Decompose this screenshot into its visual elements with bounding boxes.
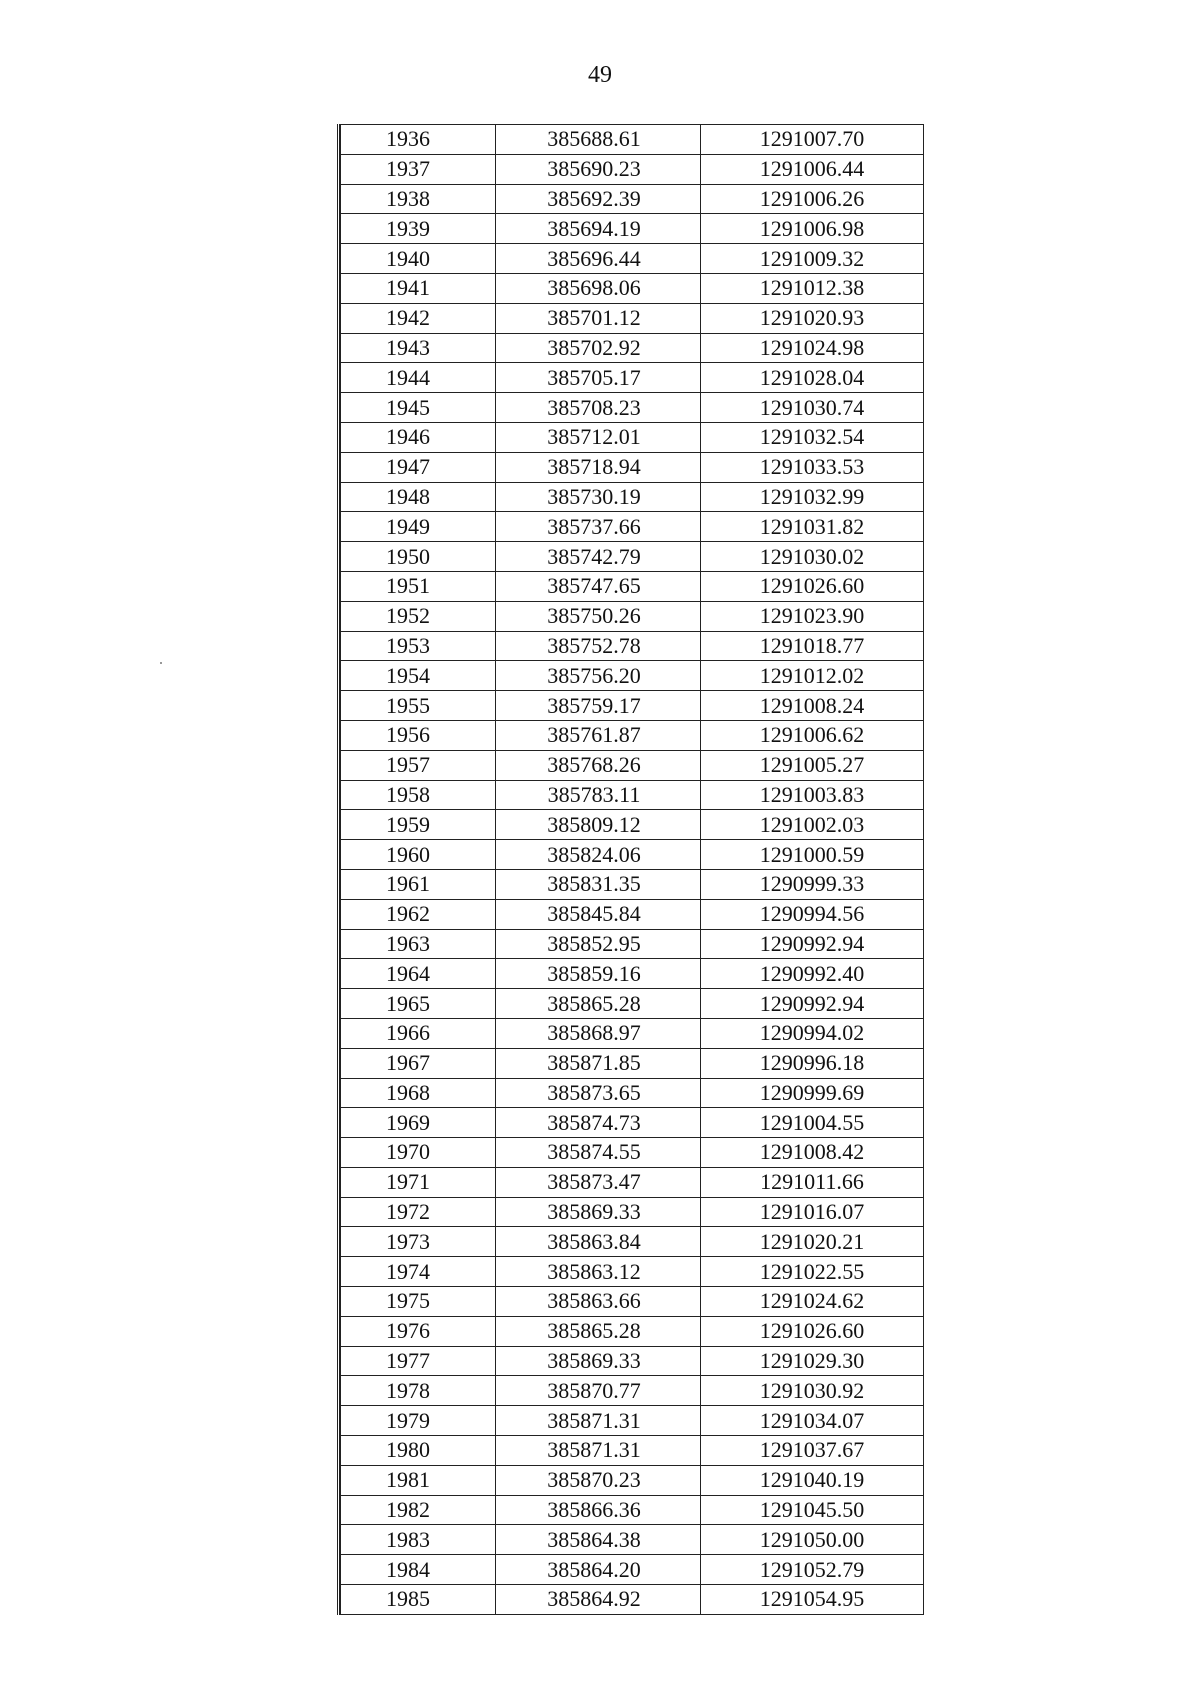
point-number-cell: 1947 [341, 452, 496, 482]
x-coordinate-cell: 385866.36 [496, 1495, 701, 1525]
table-row [341, 393, 924, 423]
table-row [341, 1227, 924, 1257]
y-coordinate-cell: 1291026.60 [701, 1316, 924, 1346]
x-coordinate-cell: 385759.17 [496, 691, 701, 721]
y-coordinate-cell: 1291008.24 [701, 691, 924, 721]
point-number-cell: 1983 [341, 1525, 496, 1555]
table-row [341, 1078, 924, 1108]
point-number-cell: 1977 [341, 1346, 496, 1376]
coordinate-table-body [341, 125, 924, 1615]
table-row [341, 303, 924, 333]
x-coordinate-cell: 385865.28 [496, 1316, 701, 1346]
table-row [341, 810, 924, 840]
point-number-cell: 1964 [341, 959, 496, 989]
point-number-cell: 1948 [341, 482, 496, 512]
table-row [341, 363, 924, 393]
table-row [341, 1346, 924, 1376]
table-row [341, 1167, 924, 1197]
point-number-cell: 1940 [341, 244, 496, 274]
y-coordinate-cell: 1291006.26 [701, 184, 924, 214]
y-coordinate-cell: 1291005.27 [701, 750, 924, 780]
point-number-cell: 1942 [341, 303, 496, 333]
table-row [341, 422, 924, 452]
x-coordinate-cell: 385690.23 [496, 154, 701, 184]
y-coordinate-cell: 1291004.55 [701, 1108, 924, 1138]
y-coordinate-cell: 1290992.40 [701, 959, 924, 989]
point-number-cell: 1970 [341, 1138, 496, 1168]
y-coordinate-cell: 1291006.98 [701, 214, 924, 244]
point-number-cell: 1979 [341, 1406, 496, 1436]
scan-speck [160, 662, 162, 664]
point-number-cell: 1975 [341, 1287, 496, 1317]
table-row [341, 1436, 924, 1466]
x-coordinate-cell: 385742.79 [496, 542, 701, 572]
y-coordinate-cell: 1291028.04 [701, 363, 924, 393]
x-coordinate-cell: 385696.44 [496, 244, 701, 274]
x-coordinate-cell: 385873.65 [496, 1078, 701, 1108]
point-number-cell: 1957 [341, 750, 496, 780]
table-row [341, 661, 924, 691]
table-row [341, 333, 924, 363]
point-number-cell: 1984 [341, 1555, 496, 1585]
y-coordinate-cell: 1291030.74 [701, 393, 924, 423]
y-coordinate-cell: 1291024.98 [701, 333, 924, 363]
table-row [341, 989, 924, 1019]
y-coordinate-cell: 1291029.30 [701, 1346, 924, 1376]
y-coordinate-cell: 1291008.42 [701, 1138, 924, 1168]
table-row [341, 154, 924, 184]
table-row [341, 840, 924, 870]
x-coordinate-cell: 385869.33 [496, 1346, 701, 1376]
x-coordinate-cell: 385702.92 [496, 333, 701, 363]
y-coordinate-cell: 1291054.95 [701, 1585, 924, 1615]
y-coordinate-cell: 1291040.19 [701, 1465, 924, 1495]
y-coordinate-cell: 1291012.02 [701, 661, 924, 691]
y-coordinate-cell: 1291000.59 [701, 840, 924, 870]
point-number-cell: 1982 [341, 1495, 496, 1525]
point-number-cell: 1954 [341, 661, 496, 691]
point-number-cell: 1965 [341, 989, 496, 1019]
y-coordinate-cell: 1291026.60 [701, 571, 924, 601]
y-coordinate-cell: 1290999.69 [701, 1078, 924, 1108]
x-coordinate-cell: 385864.92 [496, 1585, 701, 1615]
y-coordinate-cell: 1290992.94 [701, 929, 924, 959]
x-coordinate-cell: 385863.84 [496, 1227, 701, 1257]
x-coordinate-cell: 385859.16 [496, 959, 701, 989]
y-coordinate-cell: 1291050.00 [701, 1525, 924, 1555]
point-number-cell: 1955 [341, 691, 496, 721]
x-coordinate-cell: 385761.87 [496, 720, 701, 750]
x-coordinate-cell: 385845.84 [496, 899, 701, 929]
coordinate-table-container [337, 124, 923, 1615]
point-number-cell: 1938 [341, 184, 496, 214]
x-coordinate-cell: 385870.77 [496, 1376, 701, 1406]
table-row [341, 482, 924, 512]
table-row [341, 1287, 924, 1317]
table-row [341, 542, 924, 572]
table-row [341, 691, 924, 721]
point-number-cell: 1958 [341, 780, 496, 810]
x-coordinate-cell: 385863.12 [496, 1257, 701, 1287]
x-coordinate-cell: 385712.01 [496, 422, 701, 452]
x-coordinate-cell: 385708.23 [496, 393, 701, 423]
y-coordinate-cell: 1291012.38 [701, 273, 924, 303]
y-coordinate-cell: 1291009.32 [701, 244, 924, 274]
x-coordinate-cell: 385698.06 [496, 273, 701, 303]
table-row [341, 1555, 924, 1585]
x-coordinate-cell: 385737.66 [496, 512, 701, 542]
y-coordinate-cell: 1291030.02 [701, 542, 924, 572]
point-number-cell: 1962 [341, 899, 496, 929]
x-coordinate-cell: 385783.11 [496, 780, 701, 810]
point-number-cell: 1952 [341, 601, 496, 631]
point-number-cell: 1936 [341, 125, 496, 155]
table-row [341, 780, 924, 810]
table-row [341, 601, 924, 631]
table-row [341, 869, 924, 899]
x-coordinate-cell: 385768.26 [496, 750, 701, 780]
point-number-cell: 1950 [341, 542, 496, 572]
table-row [341, 1525, 924, 1555]
x-coordinate-cell: 385756.20 [496, 661, 701, 691]
point-number-cell: 1953 [341, 631, 496, 661]
y-coordinate-cell: 1291002.03 [701, 810, 924, 840]
y-coordinate-cell: 1291032.99 [701, 482, 924, 512]
table-row [341, 1585, 924, 1615]
x-coordinate-cell: 385869.33 [496, 1197, 701, 1227]
table-row [341, 750, 924, 780]
point-number-cell: 1968 [341, 1078, 496, 1108]
x-coordinate-cell: 385701.12 [496, 303, 701, 333]
x-coordinate-cell: 385865.28 [496, 989, 701, 1019]
x-coordinate-cell: 385747.65 [496, 571, 701, 601]
table-row [341, 1316, 924, 1346]
table-row [341, 631, 924, 661]
point-number-cell: 1980 [341, 1436, 496, 1466]
table-row [341, 244, 924, 274]
y-coordinate-cell: 1291016.07 [701, 1197, 924, 1227]
y-coordinate-cell: 1290996.18 [701, 1048, 924, 1078]
table-row [341, 1406, 924, 1436]
y-coordinate-cell: 1291020.93 [701, 303, 924, 333]
table-row [341, 1495, 924, 1525]
point-number-cell: 1949 [341, 512, 496, 542]
y-coordinate-cell: 1291024.62 [701, 1287, 924, 1317]
point-number-cell: 1973 [341, 1227, 496, 1257]
point-number-cell: 1945 [341, 393, 496, 423]
x-coordinate-cell: 385863.66 [496, 1287, 701, 1317]
table-row [341, 929, 924, 959]
x-coordinate-cell: 385870.23 [496, 1465, 701, 1495]
x-coordinate-cell: 385831.35 [496, 869, 701, 899]
x-coordinate-cell: 385871.31 [496, 1436, 701, 1466]
table-row [341, 1138, 924, 1168]
point-number-cell: 1937 [341, 154, 496, 184]
point-number-cell: 1976 [341, 1316, 496, 1346]
point-number-cell: 1969 [341, 1108, 496, 1138]
table-row [341, 1465, 924, 1495]
table-row [341, 720, 924, 750]
y-coordinate-cell: 1290999.33 [701, 869, 924, 899]
table-row [341, 184, 924, 214]
y-coordinate-cell: 1291034.07 [701, 1406, 924, 1436]
x-coordinate-cell: 385752.78 [496, 631, 701, 661]
point-number-cell: 1985 [341, 1585, 496, 1615]
x-coordinate-cell: 385705.17 [496, 363, 701, 393]
point-number-cell: 1966 [341, 1018, 496, 1048]
x-coordinate-cell: 385871.85 [496, 1048, 701, 1078]
y-coordinate-cell: 1291018.77 [701, 631, 924, 661]
point-number-cell: 1959 [341, 810, 496, 840]
y-coordinate-cell: 1291031.82 [701, 512, 924, 542]
table-row [341, 571, 924, 601]
x-coordinate-cell: 385718.94 [496, 452, 701, 482]
table-row [341, 273, 924, 303]
x-coordinate-cell: 385874.55 [496, 1138, 701, 1168]
table-row [341, 959, 924, 989]
y-coordinate-cell: 1291030.92 [701, 1376, 924, 1406]
point-number-cell: 1978 [341, 1376, 496, 1406]
table-row [341, 1257, 924, 1287]
table-row [341, 1048, 924, 1078]
x-coordinate-cell: 385864.20 [496, 1555, 701, 1585]
y-coordinate-cell: 1290994.02 [701, 1018, 924, 1048]
point-number-cell: 1956 [341, 720, 496, 750]
point-number-cell: 1943 [341, 333, 496, 363]
y-coordinate-cell: 1291011.66 [701, 1167, 924, 1197]
point-number-cell: 1974 [341, 1257, 496, 1287]
x-coordinate-cell: 385874.73 [496, 1108, 701, 1138]
point-number-cell: 1963 [341, 929, 496, 959]
y-coordinate-cell: 1290994.56 [701, 899, 924, 929]
point-number-cell: 1946 [341, 422, 496, 452]
point-number-cell: 1972 [341, 1197, 496, 1227]
table-row [341, 1108, 924, 1138]
y-coordinate-cell: 1291037.67 [701, 1436, 924, 1466]
y-coordinate-cell: 1291006.44 [701, 154, 924, 184]
table-row [341, 1018, 924, 1048]
y-coordinate-cell: 1291045.50 [701, 1495, 924, 1525]
point-number-cell: 1939 [341, 214, 496, 244]
y-coordinate-cell: 1291033.53 [701, 452, 924, 482]
x-coordinate-cell: 385873.47 [496, 1167, 701, 1197]
table-row [341, 1376, 924, 1406]
point-number-cell: 1967 [341, 1048, 496, 1078]
x-coordinate-cell: 385694.19 [496, 214, 701, 244]
y-coordinate-cell: 1291023.90 [701, 601, 924, 631]
table-row [341, 512, 924, 542]
y-coordinate-cell: 1291020.21 [701, 1227, 924, 1257]
table-row [341, 1197, 924, 1227]
x-coordinate-cell: 385688.61 [496, 125, 701, 155]
y-coordinate-cell: 1291007.70 [701, 125, 924, 155]
table-row [341, 125, 924, 155]
y-coordinate-cell: 1290992.94 [701, 989, 924, 1019]
x-coordinate-cell: 385692.39 [496, 184, 701, 214]
x-coordinate-cell: 385871.31 [496, 1406, 701, 1436]
x-coordinate-cell: 385730.19 [496, 482, 701, 512]
y-coordinate-cell: 1291032.54 [701, 422, 924, 452]
table-row [341, 899, 924, 929]
point-number-cell: 1981 [341, 1465, 496, 1495]
point-number-cell: 1941 [341, 273, 496, 303]
coordinate-table [340, 124, 924, 1615]
y-coordinate-cell: 1291022.55 [701, 1257, 924, 1287]
y-coordinate-cell: 1291006.62 [701, 720, 924, 750]
point-number-cell: 1960 [341, 840, 496, 870]
x-coordinate-cell: 385824.06 [496, 840, 701, 870]
page-number: 49 [588, 62, 612, 88]
point-number-cell: 1951 [341, 571, 496, 601]
x-coordinate-cell: 385864.38 [496, 1525, 701, 1555]
x-coordinate-cell: 385750.26 [496, 601, 701, 631]
table-row [341, 214, 924, 244]
y-coordinate-cell: 1291052.79 [701, 1555, 924, 1585]
x-coordinate-cell: 385852.95 [496, 929, 701, 959]
table-row [341, 452, 924, 482]
point-number-cell: 1944 [341, 363, 496, 393]
point-number-cell: 1961 [341, 869, 496, 899]
x-coordinate-cell: 385809.12 [496, 810, 701, 840]
x-coordinate-cell: 385868.97 [496, 1018, 701, 1048]
y-coordinate-cell: 1291003.83 [701, 780, 924, 810]
point-number-cell: 1971 [341, 1167, 496, 1197]
